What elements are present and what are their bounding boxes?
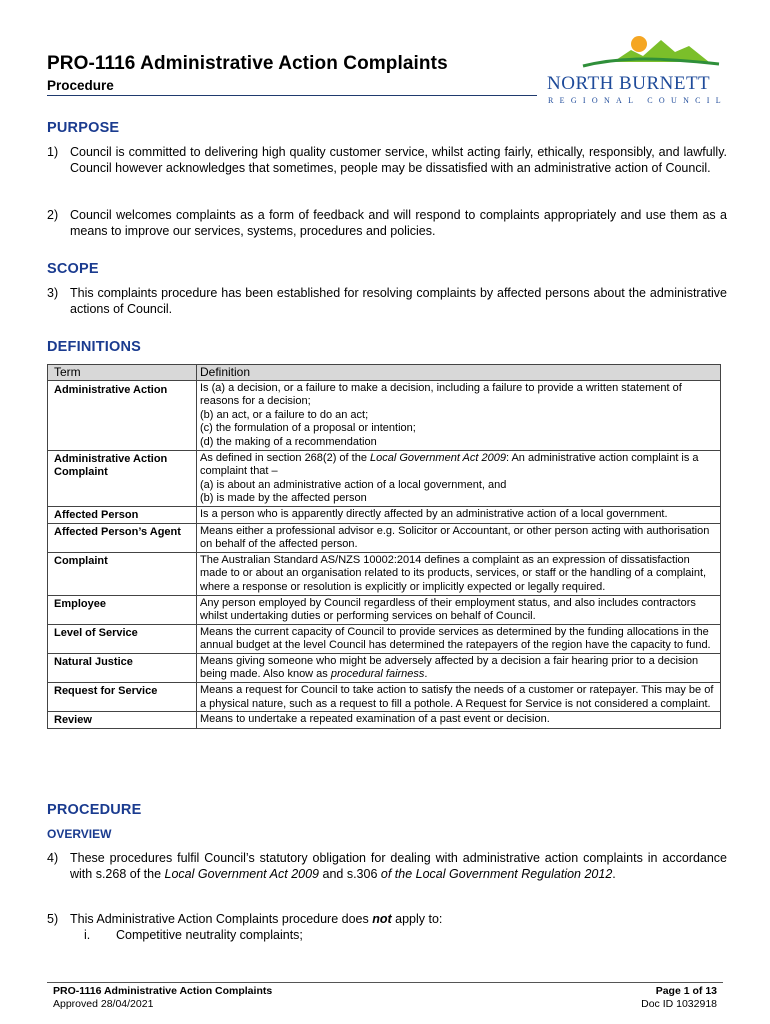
term-cell: Affected Person [48,506,197,523]
term-cell: Complaint [48,552,197,595]
logo-text-sub: REGIONAL COUNCIL [548,96,725,105]
footer-doc-id: Doc ID 1032918 [641,998,717,1010]
logo-graphic [543,32,725,106]
definition-line [200,452,717,479]
definition-line: (c) the formulation of a proposal or intention; [200,422,416,435]
paragraph-text: This complaints procedure has been established for resolving complaints by affected persons about the administrative actions of Council. [70,286,727,316]
paragraph-2 [47,207,727,239]
table-header-row [48,365,721,381]
paragraph-4 [47,850,727,882]
definition-cell [197,380,721,450]
definition-cell: Means the current capacity of Council to provide services as determined by the funding allocations in the annual budget at the level Council has determined the ratepayers of the region have the capacity to fund. [197,624,721,653]
paragraph-5 [47,911,727,927]
table-row [48,523,721,552]
header-rule [47,95,537,96]
definition-cell: Means either a professional advisor e.g. Solicitor or Accountant, or other person acting with authorisation on behalf of the affected person. [197,523,721,552]
paragraph-number: 3) [47,286,59,300]
list-item-text: Competitive neutrality complaints; [116,928,303,942]
definition-cell [197,450,721,506]
paragraph-text: Council welcomes complaints as a form of feedback and will respond to complaints appropriately and use them as a means to improve our services, systems, procedures and policies. [70,208,727,238]
text-run: This Administrative Action Complaints procedure does [70,912,373,926]
table-row [48,506,721,523]
term-cell: Administrative Action [48,380,197,450]
act-citation: Local Government Act 2009 [370,451,506,464]
council-logo [543,32,725,106]
definition-cell [197,653,721,682]
definition-cell: Any person employed by Council regardless of their employment status, and also includes contractors whilst undertaking duties or performing services on behalf of Council. [197,595,721,624]
term-cell: Employee [48,595,197,624]
term-cell: Level of Service [48,624,197,653]
logo-sun [631,36,647,52]
paragraph-number: 4) [47,851,59,865]
section-heading-scope: SCOPE [47,261,99,277]
paragraph-3 [47,285,727,317]
definition-text: Means giving someone who might be adversely affected by a decision a fair hearing prior to a decision being made. Also know as [200,654,699,681]
act-citation: Local Government Act 2009 [164,867,320,881]
emphasis-text: not [372,912,392,926]
paragraph-number: 2) [47,208,59,222]
text-run: These procedures fulfil Council’s statutory obligation for dealing with administrative action complaints in accordance with s.268 of the [70,851,727,881]
section-heading-purpose: PURPOSE [47,120,120,136]
definition-line: (d) the making of a recommendation [200,435,377,448]
table-row [48,380,721,450]
regulation-citation: of the Local Government Regulation 2012 [380,867,613,881]
table-row [48,624,721,653]
text-run: . [612,867,616,881]
definition-line: (b) an act, or a failure to do an act; [200,408,369,421]
paragraph-1 [47,144,727,176]
definition-text: As defined in section 268(2) of the [200,451,370,464]
paragraph-text: Council is committed to delivering high quality customer service, whilst acting fairly, ethically, responsibly, and lawfully. Council however acknowledges that sometimes, people may be dissatisfied with an administrative action of Council. [70,145,727,175]
footer-page-number: Page 1 of 13 [655,985,717,997]
table-row [48,653,721,682]
column-header-definition: Definition [197,365,721,381]
definition-text: : An administrative action complaint is a complaint that – [200,451,699,478]
table-row [48,683,721,712]
table-row [48,712,721,729]
column-header-term: Term [48,365,197,381]
section-heading-definitions: DEFINITIONS [47,339,142,355]
definition-line: Is (a) a decision, or a failure to make a decision, including a failure to provide a written statement of reasons for a decision; [200,381,682,408]
definition-cell: The Australian Standard AS/NZS 10002:2014 defines a complaint as an expression of dissatisfaction made to or about an organisation related to its products, services, or staff or the handling of a complaint, where a response or resolution is explicitly or implicitly expected or legally required. [197,552,721,595]
definition-line: (b) is made by the affected person [200,492,367,505]
page-subtitle: Procedure [47,78,114,93]
paragraph-text [70,911,727,927]
paragraph-number: 1) [47,145,59,159]
table-row [48,450,721,506]
term-cell: Natural Justice [48,653,197,682]
footer-document-title: PRO-1116 Administrative Action Complaints [53,985,273,997]
page-title: PRO-1116 Administrative Action Complaints [47,53,448,74]
definition-cell: Is a person who is apparently directly affected by an administrative action of a local government. [197,506,721,523]
table-row [48,595,721,624]
term-cell: Review [48,712,197,729]
definitions-table [47,364,721,729]
emphasis-text: procedural fairness [330,668,425,681]
table-row [48,552,721,595]
definition-cell: Means to undertake a repeated examination of a past event or decision. [197,712,721,729]
footer-approved-date: Approved 28/04/2021 [53,998,154,1010]
definition-cell: Means a request for Council to take action to satisfy the needs of a customer or ratepayer. This may be of a physical nature, such as a request to fill a pothole. A Request for Service is not considered a complaint. [197,683,721,712]
term-cell: Administrative Action Complaint [48,450,197,506]
footer-rule [47,982,723,983]
list-item-number: i. [84,928,91,942]
paragraph-text [70,850,727,882]
term-cell: Affected Person’s Agent [48,523,197,552]
text-run: and s.306 [319,867,381,881]
section-heading-procedure: PROCEDURE [47,802,142,818]
paragraph-number: 5) [47,912,59,926]
subsection-heading-overview: OVERVIEW [47,827,112,841]
term-cell: Request for Service [48,683,197,712]
definition-line: (a) is about an administrative action of a local government, and [200,478,507,491]
definition-text: . [424,668,428,681]
logo-text-main: NORTH BURNETT [547,73,711,94]
text-run: apply to: [391,912,443,926]
